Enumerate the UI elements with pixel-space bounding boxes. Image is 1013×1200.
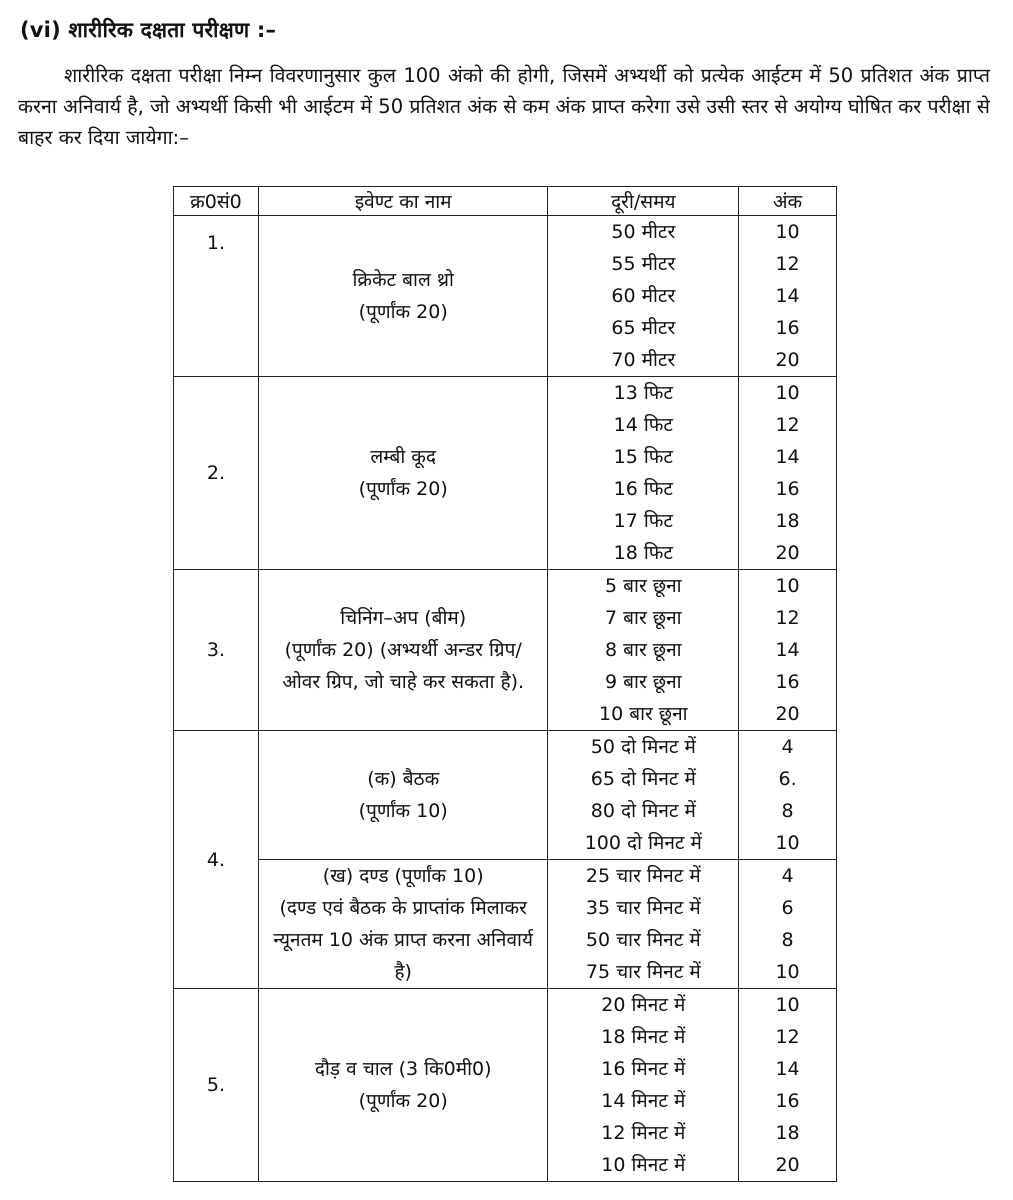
marks-value: 8 — [781, 929, 794, 951]
marks-value: 10 — [775, 221, 800, 243]
distance-value: 50 दो मिनट में — [590, 736, 696, 758]
marks-value: 10 — [775, 832, 800, 854]
distance-value: 100 दो मिनट में — [584, 832, 702, 854]
event-cell — [258, 860, 548, 989]
distance-value: 9 बार छूना — [605, 671, 682, 693]
distance-cell — [548, 570, 739, 731]
distance-value: 7 बार छूना — [605, 607, 682, 629]
table-row — [174, 989, 837, 1182]
distance-value: 10 बार छूना — [599, 703, 688, 725]
marks-value: 20 — [775, 1154, 800, 1176]
serial-number: 2. — [174, 377, 259, 570]
marks-value: 8 — [781, 800, 794, 822]
distance-value: 65 दो मिनट में — [590, 768, 696, 790]
serial-number: 3. — [174, 570, 259, 731]
marks-value: 10 — [775, 382, 800, 404]
marks-value: 6 — [781, 897, 794, 919]
header-distance-time: दूरी/समय — [548, 187, 739, 216]
distance-value: 14 मिनट में — [601, 1090, 686, 1112]
event-name: चिनिंग–अप (बीम) — [340, 607, 467, 629]
event-name: क्रिकेट बाल थ्रो — [352, 269, 454, 291]
marks-value: 16 — [775, 478, 800, 500]
distance-value: 25 चार मिनट में — [585, 865, 701, 887]
event-cell — [258, 731, 548, 860]
distance-value: 80 दो मिनट में — [590, 800, 696, 822]
distance-value: 16 फिट — [613, 478, 673, 500]
header-serial: क्र0सं0 — [174, 187, 259, 216]
distance-value: 13 फिट — [613, 382, 673, 404]
instruction-paragraph — [18, 60, 990, 153]
paragraph-text: शारीरिक दक्षता परीक्षा निम्न विवरणानुसार कुल 100 अंको की होगी, जिसमें अभ्यर्थी को प्रत्येक आईटम में 50 प्रतिशत अंक प्राप्त करना अनिवार्य है, जो अभ्यर्थी किसी भी आईटम में 50 प्रतिशत अंक से कम अंक प्राप्त करेगा उसे उसी स्तर से अयोग्य घोषित कर परीक्षा से बाहर कर दिया जायेगा:– — [18, 64, 990, 149]
distance-value: 55 मीटर — [611, 253, 676, 275]
table-row — [174, 731, 837, 860]
event-cell — [258, 989, 548, 1182]
marks-value: 12 — [775, 253, 800, 275]
serial-number: 4. — [174, 731, 259, 989]
event-note: (पूर्णांक 10) — [358, 800, 448, 822]
distance-value: 8 बार छूना — [605, 639, 682, 661]
distance-value: 60 मीटर — [611, 285, 676, 307]
marks-value: 14 — [775, 446, 800, 468]
marks-value: 14 — [775, 639, 800, 661]
marks-value: 4 — [781, 736, 794, 758]
marks-value: 18 — [775, 1122, 800, 1144]
distance-value: 10 मिनट में — [601, 1154, 686, 1176]
event-cell — [258, 570, 548, 731]
marks-cell — [739, 570, 837, 731]
marks-value: 12 — [775, 1026, 800, 1048]
distance-cell — [548, 377, 739, 570]
event-cell — [258, 377, 548, 570]
distance-value: 14 फिट — [613, 414, 673, 436]
marks-value: 16 — [775, 671, 800, 693]
marks-value: 12 — [775, 414, 800, 436]
distance-value: 65 मीटर — [611, 317, 676, 339]
table-row — [174, 377, 837, 570]
marks-value: 4 — [781, 865, 794, 887]
distance-value: 75 चार मिनट में — [585, 961, 701, 983]
marks-value: 20 — [775, 349, 800, 371]
header-event-name: इवेण्ट का नाम — [258, 187, 548, 216]
event-note: (पूर्णांक 20) (अभ्यर्थी अन्डर ग्रिप/ओवर ग्रिप, जो चाहे कर सकता है). — [282, 639, 525, 693]
event-name: दौड़ व चाल (3 कि0मी0) — [314, 1058, 492, 1080]
marks-value: 18 — [775, 510, 800, 532]
distance-value: 16 मिनट में — [601, 1058, 686, 1080]
event-name: लम्बी कूद — [370, 446, 436, 468]
serial-number: 5. — [174, 989, 259, 1182]
physical-test-table — [173, 186, 837, 1182]
table-header-row — [174, 187, 837, 216]
marks-value: 6. — [778, 768, 797, 790]
serial-number: 1. — [174, 216, 259, 377]
event-cell — [258, 216, 548, 377]
distance-value: 70 मीटर — [611, 349, 676, 371]
marks-cell — [739, 731, 837, 860]
distance-cell — [548, 216, 739, 377]
distance-cell — [548, 731, 739, 860]
distance-value: 20 मिनट में — [601, 994, 686, 1016]
marks-cell — [739, 377, 837, 570]
event-name: (क) बैठक — [367, 768, 440, 790]
marks-value: 14 — [775, 285, 800, 307]
distance-value: 35 चार मिनट में — [585, 897, 701, 919]
marks-value: 20 — [775, 542, 800, 564]
marks-value: 10 — [775, 575, 800, 597]
section-heading: (vi) शारीरिक दक्षता परीक्षण :– — [20, 18, 277, 42]
marks-value: 14 — [775, 1058, 800, 1080]
marks-value: 16 — [775, 317, 800, 339]
marks-value: 20 — [775, 703, 800, 725]
distance-value: 18 फिट — [613, 542, 673, 564]
table-row — [174, 860, 837, 989]
table-row — [174, 216, 837, 377]
marks-value: 16 — [775, 1090, 800, 1112]
marks-cell — [739, 989, 837, 1182]
distance-value: 5 बार छूना — [605, 575, 682, 597]
marks-value: 10 — [775, 961, 800, 983]
marks-cell — [739, 860, 837, 989]
distance-value: 18 मिनट में — [601, 1026, 686, 1048]
event-note: (पूर्णांक 20) — [358, 301, 448, 323]
distance-value: 15 फिट — [613, 446, 673, 468]
marks-value: 12 — [775, 607, 800, 629]
distance-value: 50 मीटर — [611, 221, 676, 243]
distance-value: 50 चार मिनट में — [585, 929, 701, 951]
table-row — [174, 570, 837, 731]
marks-cell — [739, 216, 837, 377]
event-note: (पूर्णांक 20) — [358, 478, 448, 500]
header-marks: अंक — [739, 187, 837, 216]
distance-value: 12 मिनट में — [601, 1122, 686, 1144]
distance-value: 17 फिट — [613, 510, 673, 532]
event-note: (दण्ड एवं बैठक के प्राप्तांक मिलाकर न्यूनतम 10 अंक प्राप्त करना अनिवार्य है) — [273, 897, 533, 983]
distance-cell — [548, 989, 739, 1182]
event-name: (ख) दण्ड (पूर्णांक 10) — [322, 865, 484, 887]
distance-cell — [548, 860, 739, 989]
event-note: (पूर्णांक 20) — [358, 1090, 448, 1112]
marks-value: 10 — [775, 994, 800, 1016]
